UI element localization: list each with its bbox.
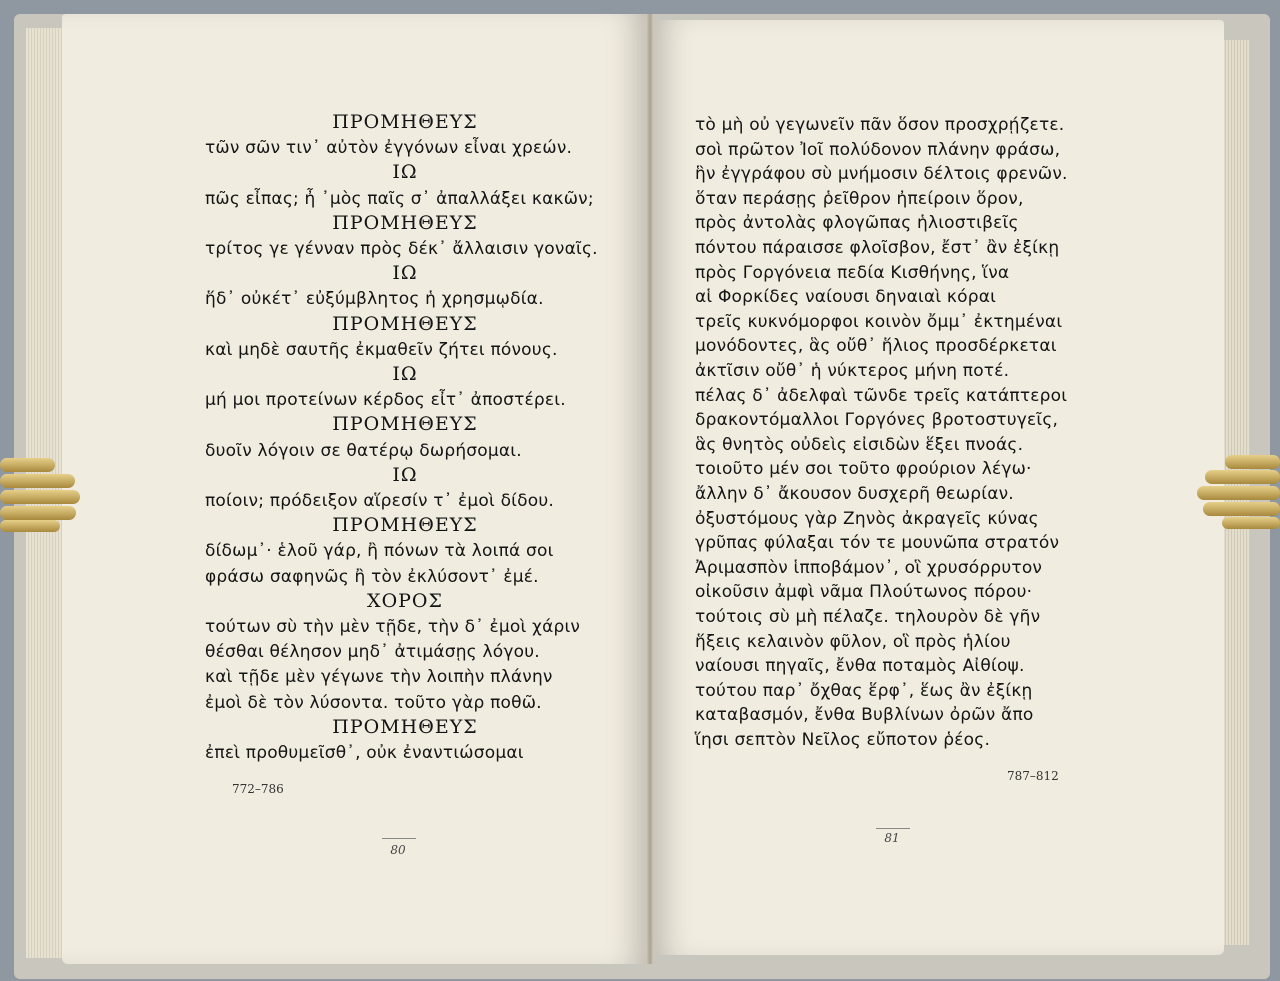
right-page-number: 81 xyxy=(884,831,900,845)
verse-line: ναίουσι πηγαῖς, ἔνθα ποταμὸς Αἰθίοψ. xyxy=(695,656,1025,677)
verse-line: τρεῖς κυκνόμορφοι κοινὸν ὄμμ᾽ ἐκτημέναι xyxy=(695,311,1063,332)
verse-line: θέσθαι θέλησον μηδ᾽ ἀτιμάσῃς λόγου. xyxy=(205,642,540,663)
verse-line: Ἀριμασπὸν ἱπποβάμον᾽, οἳ χρυσόρρυτον xyxy=(695,557,1043,578)
verse-line: ἀκτῖσιν οὔθ᾽ ἡ νύκτερος μήνη ποτέ. xyxy=(695,361,1010,381)
speaker-heading: ΙΩ xyxy=(392,363,418,385)
verse-line: ἥδ᾽ οὐκέτ᾽ εὐξύμβλητος ἡ χρησμῳδία. xyxy=(205,289,544,310)
verse-line: καὶ τῇδε μὲν γέγωνε τὴν λοιπὴν πλάνην xyxy=(205,667,553,688)
speaker-heading: ΙΩ xyxy=(392,161,418,184)
verse-line: καὶ μηδὲ σαυτῆς ἐκμαθεῖν ζήτει πόνους. xyxy=(205,339,558,360)
verse-line: ἄλλην δ᾽ ἄκουσον δυσχερῆ θεωρίαν. xyxy=(695,484,1014,504)
left-page-number-rule xyxy=(382,838,416,839)
speaker-heading: ΧΟΡΟΣ xyxy=(367,589,443,612)
verse-line: δίδωμ᾽· ἑλοῦ γάρ, ἢ πόνων τὰ λοιπά σοι xyxy=(205,541,554,562)
right-line-reference: 787–812 xyxy=(1007,769,1059,783)
verse-line: καταβασμόν, ἔνθα Βυβλίνων ὀρῶν ἄπο xyxy=(695,705,1034,726)
speaker-heading: ΠΡΟΜΗΘΕΥΣ xyxy=(332,111,478,133)
verse-line: πόντου πάραισσε φλοῖσβον, ἔστ᾽ ἂν ἐξίκῃ xyxy=(695,238,1060,258)
verse-line: αἱ Φορκίδες ναίουσι δηναιαὶ κόραι xyxy=(695,287,997,308)
right-page-number-rule xyxy=(876,828,910,829)
verse-line: τρίτος γε γένναν πρὸς δέκ᾽ ἄλλαισιν γοναῖς. xyxy=(205,239,598,259)
verse-line: τῶν σῶν τιν᾽ αὐτὸν ἐγγόνων εἶναι χρεών. xyxy=(205,138,573,159)
verse-line: μονόδοντες, ἃς οὔθ᾽ ἥλιος προσδέρκεται xyxy=(695,336,1057,357)
verse-line: πῶς εἶπας; ἦ ᾽μὸς παῖς σ᾽ ἀπαλλάξει κακῶν; xyxy=(205,188,594,209)
speaker-heading: ΙΩ xyxy=(392,262,418,285)
verse-line: σοὶ πρῶτον Ἰοῖ πολύδονον πλάνην φράσω, xyxy=(695,139,1061,160)
verse-line: ἐπεὶ προθυμεῖσθ᾽, οὐκ ἐναντιώσομαι xyxy=(205,743,524,763)
verse-line: φράσω σαφηνῶς ἢ τὸν ἐκλύσοντ᾽ ἐμέ. xyxy=(205,566,539,587)
verse-line: δυοῖν λόγοιν σε θατέρῳ δωρήσομαι. xyxy=(205,440,522,461)
verse-line: τούτων σὺ τὴν μὲν τῇδε, τὴν δ᾽ ἐμοὶ χάριν xyxy=(205,617,581,637)
verse-line: τὸ μὴ οὐ γεγωνεῖν πᾶν ὅσον προσχρῄζετε. xyxy=(695,115,1065,135)
speaker-heading: ΙΩ xyxy=(392,463,418,486)
verse-line: δρακοντόμαλλοι Γοργόνες βροτοστυγεῖς, xyxy=(695,410,1059,431)
verse-line: μή μοι προτείνων κέρδος εἶτ᾽ ἀποστέρει. xyxy=(205,390,566,411)
verse-line: τούτου παρ᾽ ὄχθας ἕρφ᾽, ἕως ἂν ἐξίκῃ xyxy=(695,680,1033,701)
verse-line: ποίοιν; πρόδειξον αἵρεσίν τ᾽ ἐμοὶ δίδου. xyxy=(205,491,554,511)
book-gutter xyxy=(646,14,654,964)
left-page-number: 80 xyxy=(390,843,406,857)
verse-line: τούτοις σὺ μὴ πέλαζε. τηλουρὸν δὲ γῆν xyxy=(695,607,1041,627)
verse-line: ἵησι σεπτὸν Νεῖλος εὔποτον ῥέος. xyxy=(695,730,991,750)
verse-line: πρὸς ἀντολὰς φλογῶπας ἡλιοστιβεῖς xyxy=(695,213,1019,234)
left-line-reference: 772–786 xyxy=(232,782,284,796)
speaker-heading: ΠΡΟΜΗΘΕΥΣ xyxy=(332,211,478,234)
verse-line: ἥξεις κελαινὸν φῦλον, οἳ πρὸς ἡλίου xyxy=(695,631,1011,652)
speaker-heading: ΠΡΟΜΗΘΕΥΣ xyxy=(332,312,478,335)
speaker-heading: ΠΡΟΜΗΘΕΥΣ xyxy=(332,715,478,738)
verse-line: ἣν ἐγγράφου σὺ μνήμοσιν δέλτοις φρενῶν. xyxy=(695,164,1068,185)
verse-line: πέλας δ᾽ ἀδελφαὶ τῶνδε τρεῖς κατάπτεροι xyxy=(695,385,1068,406)
verse-line: ὅταν περάσῃς ῥεῖθρον ἠπείροιν ὅρον, xyxy=(695,188,1024,209)
verse-line: ἐμοὶ δὲ τὸν λύσοντα. τοῦτο γὰρ ποθῶ. xyxy=(205,692,542,713)
verse-line: πρὸς Γοργόνεια πεδία Κισθήνης, ἵνα xyxy=(695,262,1010,283)
verse-line: ὀξυστόμους γὰρ Ζηνὸς ἀκραγεῖς κύνας xyxy=(695,508,1039,529)
verse-line: γρῦπας φύλαξαι τόν τε μουνῶπα στρατόν xyxy=(695,533,1060,554)
verse-line: τοιοῦτο μέν σοι τοῦτο φρούριον λέγω· xyxy=(695,459,1032,480)
speaker-heading: ΠΡΟΜΗΘΕΥΣ xyxy=(332,413,478,436)
verse-line: ἃς θνητὸς οὐδεὶς εἰσιδὼν ἕξει πνοάς. xyxy=(695,434,1024,455)
speaker-heading: ΠΡΟΜΗΘΕΥΣ xyxy=(332,514,478,537)
verse-line: οἰκοῦσιν ἀμφὶ νᾶμα Πλούτωνος πόρου· xyxy=(695,582,1033,603)
